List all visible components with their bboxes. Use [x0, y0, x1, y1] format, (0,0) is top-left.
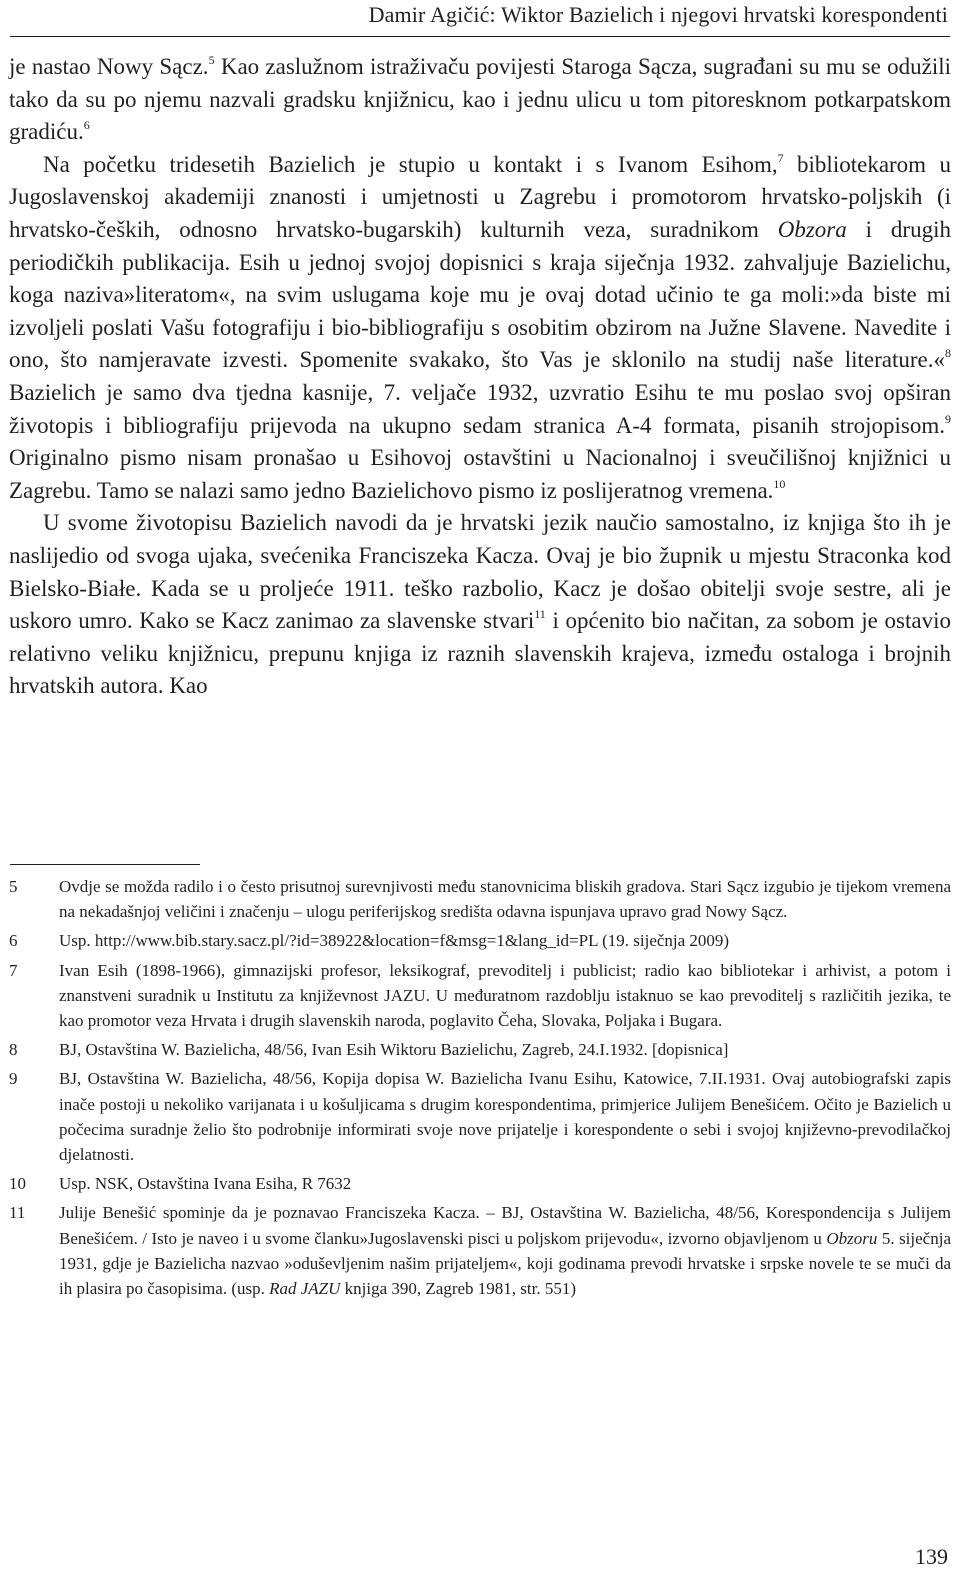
footnote-number: 5 [9, 877, 18, 896]
footnote-number: 9 [9, 1069, 18, 1089]
italic-obzora: Obzora [777, 216, 847, 242]
footnote-ref-9: 9 [945, 411, 951, 426]
footnote-text: Ivan Esih (1898-1966), gimnazijski profesor, leksikograf, prevoditelj i publicist; radio kao bibliotekar i arhivist, a potom i znanstveni suradnik u Institutu za književnost JAZU. U međuratnom razdoblju istaknuo se kao prevoditelj s različitih jezika, te kao promotor veza Hrvata i drugih slavenskih naroda, poglavito Čeha, Slovaka, Poljaka i Bugara. [59, 960, 951, 1031]
footnote-8 [9, 1037, 951, 1062]
paragraph-2-text-b: bibliotekarom u Jugoslavenskoj akademiji znanosti i umjetnosti u Zagrebu i promotorom hrvatsko-poljskih (i hrvatsko-čeških, odnosno hrvatsko-bugarskih) kulturnih veza, suradnikom [9, 151, 951, 242]
footnote-11 [9, 1200, 951, 1301]
paragraph-3-text-a: U svome životopisu Bazielich navodi da je hrvatski jezik naučio samostalno, iz knjiga što ih je naslijedio od svoga ujaka, svećenika Franciszeka Kacza. Ovaj je bio župnik u mjestu Straconka kod Bielsko-Białe. Kada se u proljeće 1911. teško razbolio, Kacz je došao obitelji svoje sestre, ali je uskoro umro. Kako se Kacz zanimao za slavenske stvari [9, 510, 951, 634]
paragraph-1 [9, 51, 951, 149]
page-number: 139 [915, 1544, 948, 1569]
footnote-ref-7: 7 [777, 150, 784, 165]
header-rule [10, 36, 950, 37]
footnote-11-text-a: Julije Benešić spominje da je poznavao Franciszeka Kacza. – BJ, Ostavština W. Bazielicha, 48/56, Korespondencija s Julijem Benešićem. / Isto je naveo i u svome članku»Jugoslavenski pisci u poljskom prijevodu«, izvorno objavljenom u [59, 1203, 951, 1248]
footnote-ref-5: 5 [208, 53, 215, 67]
paragraph-3 [9, 507, 951, 703]
footnote-ref-6: 6 [83, 118, 90, 133]
running-head: Damir Agičić: Wiktor Bazielich i njegovi hrvatski korespondenti [368, 2, 948, 27]
footnote-text: Usp. http://www.bib.stary.sacz.pl/?id=38922&location=f&msg=1&lang_id=PL (19. siječnja 2009) [59, 931, 730, 951]
footnote-rule [10, 864, 200, 865]
footnote-ref-8: 8 [945, 346, 951, 361]
paragraph-1-text-b: Kao zaslužnom istraživaču povijesti Staroga Sącza, sugrađani su mu se odužili tako da su po njemu nazvali gradsku knjižnicu, kao i jednu ulicu u tom pitoresknom potkarpatskom gradiću. [9, 54, 951, 145]
paragraph-2 [9, 149, 951, 508]
footnote-10 [9, 1171, 951, 1196]
italic-rad-jazu: Rad JAZU [269, 1279, 341, 1299]
footnote-number: 10 [9, 1174, 26, 1194]
footnote-5 [9, 874, 951, 924]
footnote-7 [9, 958, 951, 1034]
paragraph-2-text-a: Na početku tridesetih Bazielich je stupio u kontakt i s Ivanom Esihom, [43, 151, 778, 177]
footnote-number: 6 [9, 931, 18, 951]
footnote-number: 8 [9, 1040, 18, 1060]
italic-obzoru: Obzoru [826, 1228, 878, 1248]
footnote-11-text-b: 5. siječnja 1931, gdje je Bazielicha nazvao »oduševljenim našim prijateljem«, koji godinama prevodi hrvatske i srpske novele te se muči da ih plasira po časopisima. (usp. [59, 1228, 951, 1299]
footnote-text: Ovdje se možda radilo i o često prisutnoj surevnjivosti među stanovnicima bliskih gradova. Stari Sącz izgubio je tijekom vremena na nekadašnjoj veličini i značenju – ulogu periferijskog središta odavna ispunjava upravo grad Nowy Sącz. [59, 877, 951, 922]
footnote-text [59, 1200, 951, 1301]
footnotes [9, 874, 951, 1305]
main-text [9, 51, 951, 703]
footnote-ref-11: 11 [534, 607, 546, 622]
footnote-ref-10: 10 [773, 476, 786, 491]
paragraph-2-text-c: i drugih periodičkih publikacija. Esih u jednoj svojoj dopisnici s kraja siječnja 1932. zahvaljuje Bazielichu, koga naziva»literatom«, na svim uslugama koje mu je ovaj dotad učinio te ga moli:»da biste mi izvoljeli poslati Vašu fotografiju i bio-bibliografiju s osobitim obzirom na Južne Slavene. Navedite i ono, što namjeravate izvesti. Spomenite svakako, što Vas je sklonilo na studij naše literature.« [9, 216, 951, 373]
paragraph-2-text-d: Bazielich je samo dva tjedna kasnije, 7. veljače 1932, uzvratio Esihu te mu poslao svoj opširan životopis i bibliografiju prijevoda na ukupno sedam stranica A-4 formata, pisanih strojopisom. [9, 379, 951, 438]
paragraph-3-text-b: i općenito bio načitan, za sobom je ostavio relativno veliku knjižnicu, prepunu knjiga iz raznih slavenskih krajeva, između ostaloga i brojnih hrvatskih autora. Kao [9, 608, 951, 699]
footnote-11-text-c: knjiga 390, Zagreb 1981, str. 551) [340, 1279, 577, 1299]
paragraph-2-text-e: Originalno pismo nisam pronašao u Esihovoj ostavštini u Nacionalnoj i sveučilišnoj knjižnici u Zagrebu. Tamo se nalazi samo jedno Bazielichovo pismo iz poslijeratnog vremena. [9, 445, 951, 503]
footnote-6 [9, 928, 951, 953]
paragraph-1-text-a: je nastao Nowy Sącz. [9, 54, 209, 79]
footnote-number: 7 [9, 960, 18, 980]
footnote-text: Usp. NSK, Ostavština Ivana Esiha, R 7632 [59, 1174, 352, 1194]
footnote-number: 11 [9, 1203, 26, 1223]
footnote-text: BJ, Ostavština W. Bazielicha, 48/56, Ivan Esih Wiktoru Bazielichu, Zagreb, 24.I.1932. [dopisnica] [59, 1040, 729, 1060]
footnote-text: BJ, Ostavština W. Bazielicha, 48/56, Kopija dopisa W. Bazielicha Ivanu Esihu, Katowice, 7.II.1931. Ovaj autobiografski zapis inače postoji u nekoliko varijanata i u košuljicama s drugim korespondentima, primjerice Julijem Benešićem. Očito je Bazielich u počecima suradnje želio što podrobnije informirati svoje nove prijatelje i korespondente o sebi i svojoj književno-prevodilačkoj djelatnosti. [59, 1069, 951, 1165]
footnote-9 [9, 1066, 951, 1167]
